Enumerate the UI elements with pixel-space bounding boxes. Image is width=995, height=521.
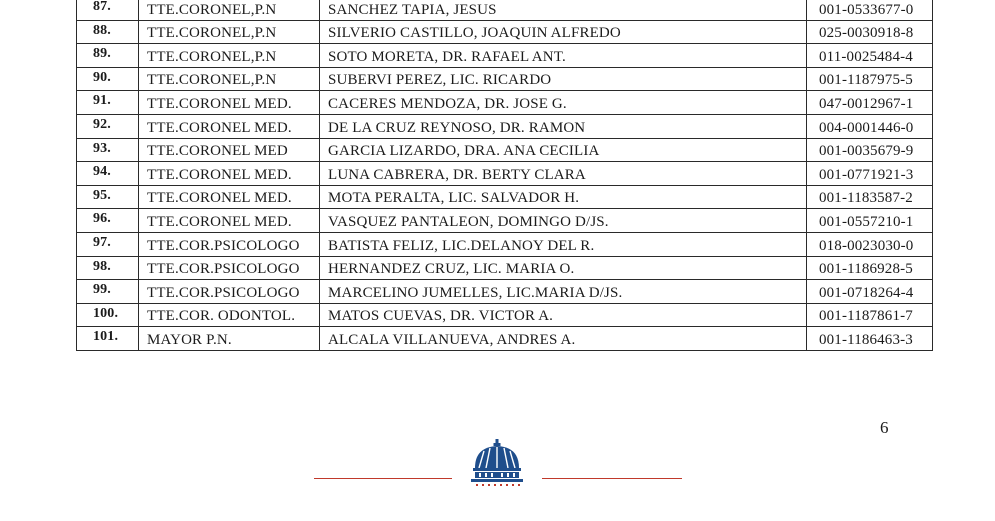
page-number: 6 (880, 418, 889, 437)
table-row (77, 20, 933, 44)
footer-rule-right (542, 478, 682, 479)
footer-rule-left (314, 478, 452, 479)
table-row (77, 280, 933, 304)
name-cell: VASQUEZ PANTALEON, DOMINGO D/JS. (320, 209, 807, 233)
table-row (77, 114, 933, 138)
rank-cell: MAYOR P.N. (139, 327, 320, 351)
cedula-cell: 001-1187975-5 (807, 67, 933, 91)
table-row (77, 91, 933, 115)
cedula-cell: 025-0030918-8 (807, 20, 933, 44)
rank-cell: TTE.COR.PSICOLOGO (139, 256, 320, 280)
table-row (77, 0, 933, 20)
cedula-cell: 001-1186928-5 (807, 256, 933, 280)
row-number: 90. (77, 67, 139, 91)
row-number: 100. (77, 303, 139, 327)
rank-cell: TTE.CORONEL MED. (139, 209, 320, 233)
cedula-cell: 011-0025484-4 (807, 44, 933, 68)
table-row (77, 303, 933, 327)
name-cell: SANCHEZ TAPIA, JESUS (320, 0, 807, 20)
table-row (77, 327, 933, 351)
row-number: 95. (77, 185, 139, 209)
row-number: 88. (77, 20, 139, 44)
name-cell: BATISTA FELIZ, LIC.DELANOY DEL R. (320, 232, 807, 256)
name-cell: CACERES MENDOZA, DR. JOSE G. (320, 91, 807, 115)
table-row (77, 44, 933, 68)
row-number: 89. (77, 44, 139, 68)
rank-cell: TTE.CORONEL MED (139, 138, 320, 162)
roster-table (76, 0, 933, 351)
name-cell: SUBERVI PEREZ, LIC. RICARDO (320, 67, 807, 91)
rank-cell: TTE.COR.PSICOLOGO (139, 232, 320, 256)
table-row (77, 232, 933, 256)
row-number: 94. (77, 162, 139, 186)
name-cell: SILVERIO CASTILLO, JOAQUIN ALFREDO (320, 20, 807, 44)
row-number: 96. (77, 209, 139, 233)
row-number: 92. (77, 114, 139, 138)
row-number: 93. (77, 138, 139, 162)
cedula-cell: 001-0718264-4 (807, 280, 933, 304)
rank-cell: TTE.COR. ODONTOL. (139, 303, 320, 327)
cedula-cell: 001-0533677-0 (807, 0, 933, 20)
name-cell: MARCELINO JUMELLES, LIC.MARIA D/JS. (320, 280, 807, 304)
table-row (77, 162, 933, 186)
cedula-cell: 001-1187861-7 (807, 303, 933, 327)
name-cell: ALCALA VILLANUEVA, ANDRES A. (320, 327, 807, 351)
name-cell: GARCIA LIZARDO, DRA. ANA CECILIA (320, 138, 807, 162)
table-row (77, 256, 933, 280)
rank-cell: TTE.CORONEL MED. (139, 162, 320, 186)
cedula-cell: 047-0012967-1 (807, 91, 933, 115)
table-row (77, 185, 933, 209)
name-cell: LUNA CABRERA, DR. BERTY CLARA (320, 162, 807, 186)
name-cell: MATOS CUEVAS, DR. VICTOR A. (320, 303, 807, 327)
name-cell: HERNANDEZ CRUZ, LIC. MARIA O. (320, 256, 807, 280)
cedula-cell: 004-0001446-0 (807, 114, 933, 138)
roster-body (77, 0, 933, 350)
table-row (77, 209, 933, 233)
rank-cell: TTE.COR.PSICOLOGO (139, 280, 320, 304)
row-number: 99. (77, 280, 139, 304)
rank-cell: TTE.CORONEL MED. (139, 185, 320, 209)
name-cell: SOTO MORETA, DR. RAFAEL ANT. (320, 44, 807, 68)
capitol-dome-icon (470, 438, 524, 488)
rank-cell: TTE.CORONEL MED. (139, 114, 320, 138)
cedula-cell: 001-0557210-1 (807, 209, 933, 233)
cedula-cell: 001-0771921-3 (807, 162, 933, 186)
cedula-cell: 018-0023030-0 (807, 232, 933, 256)
rank-cell: TTE.CORONEL MED. (139, 91, 320, 115)
row-number: 98. (77, 256, 139, 280)
row-number: 87. (77, 0, 139, 20)
rank-cell: TTE.CORONEL,P.N (139, 44, 320, 68)
rank-cell: TTE.CORONEL,P.N (139, 67, 320, 91)
rank-cell: TTE.CORONEL,P.N (139, 20, 320, 44)
rank-cell: TTE.CORONEL,P.N (139, 0, 320, 20)
name-cell: MOTA PERALTA, LIC. SALVADOR H. (320, 185, 807, 209)
row-number: 91. (77, 91, 139, 115)
cedula-cell: 001-0035679-9 (807, 138, 933, 162)
name-cell: DE LA CRUZ REYNOSO, DR. RAMON (320, 114, 807, 138)
row-number: 101. (77, 327, 139, 351)
row-number: 97. (77, 232, 139, 256)
cedula-cell: 001-1186463-3 (807, 327, 933, 351)
table-row (77, 67, 933, 91)
cedula-cell: 001-1183587-2 (807, 185, 933, 209)
table-row (77, 138, 933, 162)
